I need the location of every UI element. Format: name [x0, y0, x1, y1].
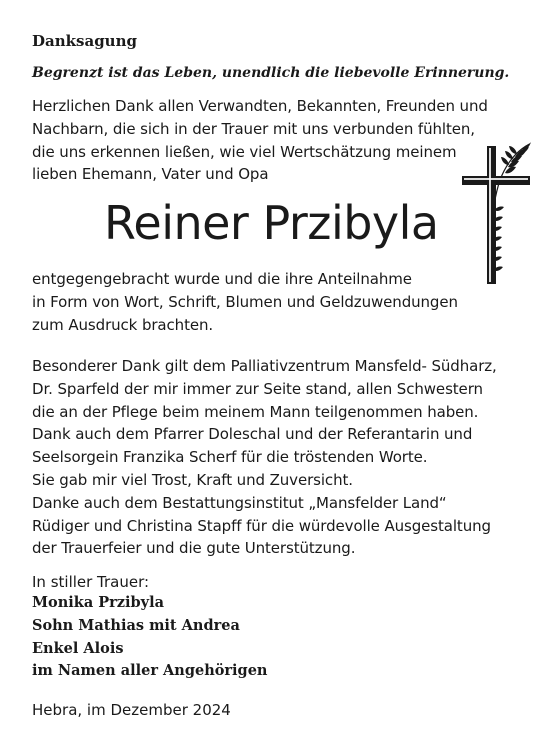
place-and-date: Hebra, im Dezember 2024 — [32, 701, 231, 719]
thanks-paragraph-2 — [32, 268, 458, 336]
text-line: entgegengebracht wurde und die ihre Anteilnahme — [32, 270, 412, 288]
text-line: zum Ausdruck brachten. — [32, 315, 214, 334]
mourner-name: Sohn Mathias mit Andrea — [32, 616, 240, 634]
thanks-paragraph-3 — [32, 355, 497, 560]
text-line: der Trauerfeier und die gute Unterstützung. — [32, 539, 356, 558]
text-line: Dank auch dem Pfarrer Doleschal und der Referantarin und — [32, 425, 473, 444]
signoff-label: In stiller Trauer: — [32, 573, 150, 591]
mourner-name: im Namen aller Angehörigen — [32, 662, 268, 680]
deceased-name: Reiner Przibyla — [104, 196, 439, 250]
text-line: Sie gab mir viel Trost, Kraft und Zuversicht. — [32, 470, 353, 489]
text-line: Herzlichen Dank allen Verwandten, Bekannten, Freunden und — [32, 97, 488, 115]
text-line: in Form von Wort, Schrift, Blumen und Geldzuwendungen — [32, 292, 458, 311]
thanks-paragraph-1 — [32, 95, 488, 186]
text-line: Dr. Sparfeld der mir immer zur Seite stand, allen Schwestern — [32, 379, 483, 398]
text-line: die an der Pflege beim meinem Mann teilgenommen haben. — [32, 402, 479, 421]
text-line: Besonderer Dank gilt dem Palliativzentrum Mansfeld- Südharz, — [32, 357, 497, 375]
text-line: Danke auch dem Bestattungsinstitut „Mansfelder Land“ — [32, 493, 447, 512]
text-line: Nachbarn, die sich in der Trauer mit uns verbunden fühlten, — [32, 119, 475, 138]
text-line: Seelsorgein Franzika Scherf für die tröstenden Worte. — [32, 448, 428, 467]
text-line: Rüdiger und Christina Stapff für die würdevolle Ausgestaltung — [32, 516, 491, 535]
text-line: lieben Ehemann, Vater und Opa — [32, 165, 269, 184]
mourners-list — [32, 592, 267, 683]
motto: Begrenzt ist das Leben, unendlich die liebevolle Erinnerung. — [32, 65, 510, 81]
mourner-name: Monika Przibyla — [32, 594, 165, 611]
text-line: die uns erkennen ließen, wie viel Wertschätzung meinem — [32, 142, 457, 161]
notice-heading: Danksagung — [32, 32, 137, 50]
mourner-name: Enkel Alois — [32, 639, 124, 657]
cross-with-palm-branch-icon — [460, 140, 532, 288]
